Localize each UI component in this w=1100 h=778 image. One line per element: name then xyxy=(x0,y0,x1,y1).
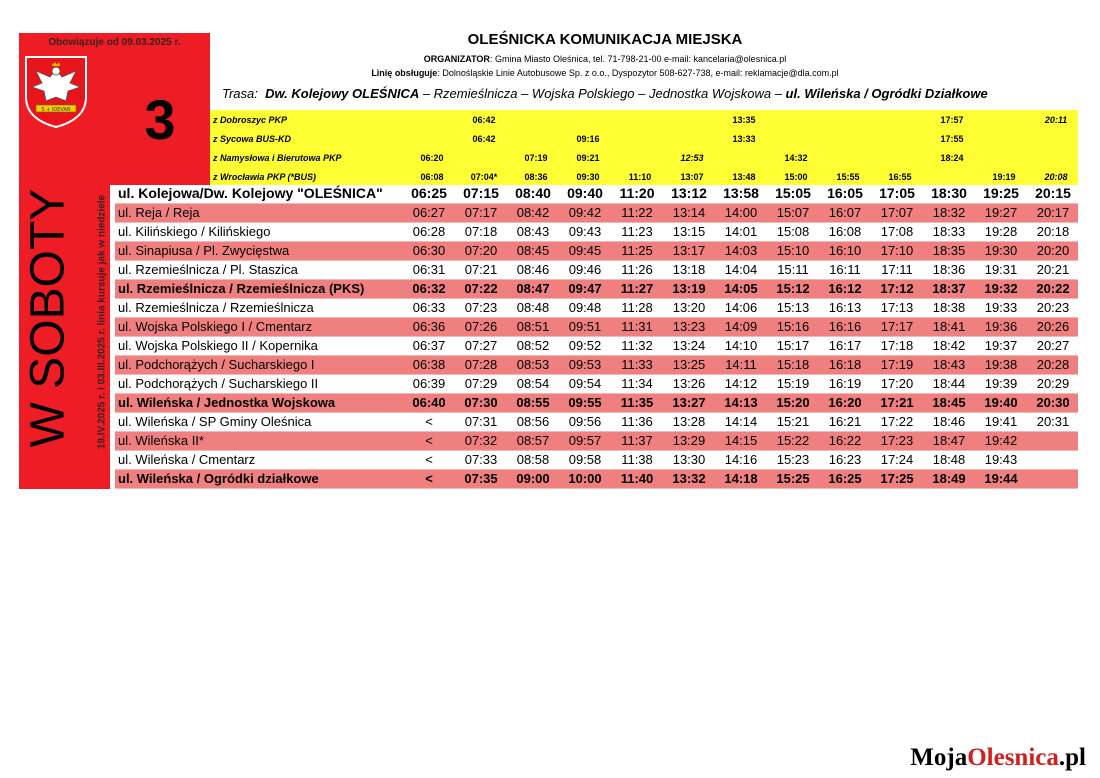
departure-time: 19:36 xyxy=(984,319,1018,334)
departure-time: 06:36 xyxy=(412,319,446,334)
departure-time: 11:27 xyxy=(620,281,654,296)
departure-time: 20:28 xyxy=(1036,357,1070,372)
departure-time: 08:56 xyxy=(516,414,550,429)
departure-time: 18:37 xyxy=(932,281,966,296)
feeder-time: 06:20 xyxy=(420,153,444,163)
stop-name: ul. Reja / Reja xyxy=(118,205,200,220)
departure-time: 14:01 xyxy=(724,224,758,239)
departure-time: 14:16 xyxy=(724,452,758,467)
departure-time: 09:55 xyxy=(568,395,602,410)
departure-time: 15:21 xyxy=(776,414,810,429)
departure-time: 07:35 xyxy=(464,471,498,486)
departure-time: 20:26 xyxy=(1036,319,1070,334)
departure-time: 07:32 xyxy=(464,433,498,448)
departure-time: 06:30 xyxy=(412,243,446,258)
departure-time: 17:21 xyxy=(880,395,914,410)
feeder-time: 13:07 xyxy=(680,172,704,182)
departure-time: 07:31 xyxy=(464,414,498,429)
stop-name: ul. Wojska Polskiego I / Cmentarz xyxy=(118,319,313,334)
departure-time: 08:58 xyxy=(516,452,550,467)
departure-time: 18:30 xyxy=(931,185,967,201)
departure-time: 18:32 xyxy=(932,205,966,220)
departure-time: 17:22 xyxy=(880,414,914,429)
departure-time: 15:25 xyxy=(776,471,810,486)
operator-line: Linię obsługuje: Dolnośląskie Linie Autobusowe Sp. z o.o., Dyspozytor 508-627-738, e-mail: reklamacje@dla.com.pl xyxy=(371,68,839,78)
departure-time: 18:42 xyxy=(932,338,966,353)
feeder-time: 17:57 xyxy=(940,115,964,125)
feeder-time: 18:24 xyxy=(940,153,964,163)
departure-time: 07:33 xyxy=(464,452,498,467)
departure-time: 11:26 xyxy=(621,262,653,277)
departure-time: 17:23 xyxy=(880,433,914,448)
departure-time: 16:12 xyxy=(828,281,862,296)
departure-time: 19:32 xyxy=(984,281,1018,296)
departure-time: 16:18 xyxy=(828,357,862,372)
stop-name: ul. Podchorążych / Sucharskiego I xyxy=(118,357,315,372)
departure-time: 20:17 xyxy=(1036,205,1070,220)
departure-time: 18:48 xyxy=(932,452,966,467)
departure-time: 13:26 xyxy=(672,376,706,391)
departure-time: 11:20 xyxy=(619,185,655,201)
feeder-time: 13:35 xyxy=(732,115,756,125)
departure-time: 20:21 xyxy=(1036,262,1070,277)
feeder-time: 14:32 xyxy=(784,153,808,163)
departure-time: 13:23 xyxy=(672,319,706,334)
departure-time: 17:07 xyxy=(880,205,914,220)
feeder-row xyxy=(210,148,1078,167)
feeder-label: z Dobroszyc PKP xyxy=(213,115,288,125)
departure-time: 06:39 xyxy=(412,376,446,391)
stop-name: ul. Rzemieślnicza / Pl. Staszica xyxy=(118,262,298,277)
feeder-time: 15:00 xyxy=(784,172,808,182)
departure-time: 11:28 xyxy=(621,300,653,315)
departure-time: 08:40 xyxy=(515,185,551,201)
departure-time: 13:15 xyxy=(672,224,706,239)
departure-time: 09:48 xyxy=(568,300,602,315)
departure-time: 19:39 xyxy=(984,376,1018,391)
departure-time: 06:33 xyxy=(412,300,446,315)
departure-time: 09:47 xyxy=(568,281,602,296)
feeder-time: 06:42 xyxy=(472,115,496,125)
departure-time: 16:08 xyxy=(828,224,862,239)
departure-time: 09:43 xyxy=(568,224,602,239)
stop-name: ul. Wileńska / Ogródki działkowe xyxy=(118,471,319,486)
feeder-time: 17:55 xyxy=(940,134,964,144)
stop-row xyxy=(115,451,1078,470)
departure-time: 07:27 xyxy=(464,338,498,353)
timetable xyxy=(115,185,1078,489)
departure-time: 07:15 xyxy=(463,185,499,201)
departure-time: 13:17 xyxy=(672,243,706,258)
departure-time: 13:32 xyxy=(672,471,706,486)
departure-time: < xyxy=(425,452,433,467)
departure-time: 06:37 xyxy=(412,338,446,353)
departure-time: 08:52 xyxy=(516,338,550,353)
departure-time: 08:53 xyxy=(516,357,550,372)
departure-time: 07:28 xyxy=(464,357,498,372)
departure-time: 14:18 xyxy=(724,471,758,486)
departure-time: 17:19 xyxy=(880,357,914,372)
feeder-time: 15:55 xyxy=(836,172,860,182)
page-title: OLEŚNICKA KOMUNIKACJA MIEJSKA xyxy=(467,31,743,48)
departure-time: 15:20 xyxy=(776,395,810,410)
stop-row xyxy=(115,394,1078,413)
stop-row xyxy=(115,470,1078,489)
departure-time: 09:57 xyxy=(568,433,602,448)
departure-time: 18:36 xyxy=(932,262,966,277)
departure-time: 13:24 xyxy=(672,338,706,353)
stop-row xyxy=(115,337,1078,356)
departure-time: 20:29 xyxy=(1036,376,1070,391)
departure-time: 14:04 xyxy=(724,262,758,277)
departure-time: 19:43 xyxy=(984,452,1018,467)
feeder-time: 07:04* xyxy=(470,172,498,182)
feeder-time: 20:08 xyxy=(1044,172,1068,182)
stop-row xyxy=(115,432,1078,451)
feeder-time: 20:11 xyxy=(1044,115,1068,125)
stop-row xyxy=(115,261,1078,280)
departure-time: 13:58 xyxy=(723,185,759,201)
feeder-time: 07:19 xyxy=(524,153,548,163)
departure-time: 16:10 xyxy=(828,243,862,258)
stop-name: ul. Wileńska / Jednostka Wojskowa xyxy=(118,395,336,410)
stop-row xyxy=(115,299,1078,318)
departure-time: 09:00 xyxy=(516,471,550,486)
stop-name: ul. Sinapiusa / Pl. Zwycięstwa xyxy=(118,243,290,258)
departure-time: 06:40 xyxy=(412,395,446,410)
feeder-row xyxy=(210,110,1078,129)
departure-time: 08:43 xyxy=(516,224,550,239)
departure-time: 07:22 xyxy=(464,281,498,296)
departure-time: 06:31 xyxy=(412,262,446,277)
departure-time: 20:18 xyxy=(1036,224,1070,239)
departure-time: 20:23 xyxy=(1036,300,1070,315)
departure-time: 09:42 xyxy=(568,205,602,220)
stop-row xyxy=(115,280,1078,299)
departure-time: 18:41 xyxy=(932,319,966,334)
feeder-time: 11:10 xyxy=(628,172,652,182)
stop-name: ul. Podchorążych / Sucharskiego II xyxy=(118,376,319,391)
stop-row xyxy=(115,356,1078,375)
departure-time: 20:31 xyxy=(1036,414,1070,429)
feeder-row xyxy=(210,167,1078,186)
departure-time: 20:20 xyxy=(1036,243,1070,258)
departure-time: < xyxy=(425,414,433,429)
departure-time: 18:45 xyxy=(932,395,966,410)
departure-time: 15:17 xyxy=(776,338,810,353)
stop-row xyxy=(115,318,1078,337)
departure-time: 16:23 xyxy=(828,452,862,467)
departure-time: 19:31 xyxy=(984,262,1018,277)
departure-time: 14:05 xyxy=(724,281,758,296)
departure-time: 17:25 xyxy=(880,471,914,486)
departure-time: 16:20 xyxy=(828,395,862,410)
departure-time: 09:51 xyxy=(568,319,602,334)
stop-name: ul. Rzemieślnicza / Rzemieślnicza (PKS) xyxy=(118,281,365,296)
departure-time: 07:26 xyxy=(464,319,498,334)
departure-time: 15:19 xyxy=(776,376,810,391)
departure-time: 14:14 xyxy=(724,414,758,429)
departure-time: 18:46 xyxy=(932,414,966,429)
feeder-row xyxy=(210,129,1078,148)
departure-time: 11:34 xyxy=(621,376,653,391)
departure-time: 17:12 xyxy=(880,281,914,296)
departure-time: 14:00 xyxy=(724,205,758,220)
departure-time: 14:15 xyxy=(724,433,758,448)
departure-time: 07:29 xyxy=(464,376,498,391)
departure-time: 15:13 xyxy=(776,300,810,315)
stop-name: ul. Kolejowa/Dw. Kolejowy "OLEŚNICA" xyxy=(118,185,383,201)
departure-time: 08:57 xyxy=(516,433,550,448)
departure-time: 17:24 xyxy=(880,452,914,467)
departure-time: 08:48 xyxy=(516,300,550,315)
departure-time: 11:35 xyxy=(620,395,654,410)
departure-time: 06:25 xyxy=(411,185,447,201)
departure-time: 09:40 xyxy=(567,185,603,201)
departure-time: 17:05 xyxy=(879,185,915,201)
departure-time: 13:29 xyxy=(672,433,706,448)
departure-time: 18:35 xyxy=(932,243,966,258)
departure-time: 15:23 xyxy=(776,452,810,467)
departure-time: 13:25 xyxy=(672,357,706,372)
departure-time: 10:00 xyxy=(568,471,602,486)
departure-time: 06:32 xyxy=(412,281,446,296)
departure-time: 06:28 xyxy=(412,224,446,239)
feeder-time: 12:53 xyxy=(680,153,704,163)
departure-time: 16:16 xyxy=(828,319,862,334)
stop-name: ul. Wojska Polskiego II / Kopernika xyxy=(118,338,318,353)
departure-time: 13:28 xyxy=(672,414,706,429)
departure-time: 19:37 xyxy=(984,338,1018,353)
departure-time: 16:19 xyxy=(828,376,862,391)
departure-time: 19:30 xyxy=(984,243,1018,258)
olesnica-crest-icon xyxy=(22,53,90,129)
departure-time: 07:21 xyxy=(464,262,498,277)
departure-time: 09:54 xyxy=(568,376,602,391)
departure-time: 20:22 xyxy=(1036,281,1070,296)
feeder-label: z Wrocławia PKP (*BUS) xyxy=(213,172,317,182)
departure-time: 09:56 xyxy=(568,414,602,429)
departure-time: 16:05 xyxy=(827,185,863,201)
departure-time: 11:22 xyxy=(621,205,653,220)
departure-time: 14:03 xyxy=(724,243,758,258)
feeder-time: 06:08 xyxy=(420,172,444,182)
watermark-logo: MojaOlesnica.pl xyxy=(910,744,1086,771)
departure-time: 08:42 xyxy=(516,205,550,220)
departure-time: 19:38 xyxy=(984,357,1018,372)
feeder-time: 09:21 xyxy=(576,153,600,163)
departure-time: 07:20 xyxy=(464,243,498,258)
stop-row xyxy=(115,375,1078,394)
departure-time: 18:47 xyxy=(932,433,966,448)
departure-time: 15:12 xyxy=(776,281,810,296)
departure-time: 18:43 xyxy=(932,357,966,372)
departure-time: 07:18 xyxy=(464,224,498,239)
departure-time: 17:08 xyxy=(880,224,914,239)
stop-row xyxy=(115,223,1078,242)
departure-time: 09:45 xyxy=(568,243,602,258)
departure-time: 19:40 xyxy=(984,395,1018,410)
feeder-time: 09:30 xyxy=(576,172,600,182)
departure-time: 16:22 xyxy=(828,433,862,448)
departure-time: 19:44 xyxy=(984,471,1018,486)
departure-time: 06:38 xyxy=(412,357,446,372)
departure-time: 20:15 xyxy=(1035,185,1071,201)
stop-row xyxy=(115,413,1078,432)
departure-time: 13:19 xyxy=(672,281,706,296)
departure-time: 16:25 xyxy=(828,471,862,486)
organizer-line: ORGANIZATOR: Gmina Miasto Oleśnica, tel. 71-798-21-00 e-mail: kancelaria@olesnica.pl xyxy=(423,54,787,64)
departure-time: 09:58 xyxy=(568,452,602,467)
departure-time: 16:11 xyxy=(829,262,861,277)
departure-time: 14:10 xyxy=(724,338,758,353)
feeder-label: z Sycowa BUS-KD xyxy=(213,134,292,144)
departure-time: 17:17 xyxy=(880,319,914,334)
departure-time: 20:27 xyxy=(1036,338,1070,353)
stop-name: ul. Wileńska / Cmentarz xyxy=(118,452,256,467)
departure-time: 18:33 xyxy=(932,224,966,239)
feeder-time: 19:19 xyxy=(992,172,1016,182)
feeder-connections xyxy=(210,110,1078,185)
departure-time: 19:41 xyxy=(984,414,1018,429)
departure-time: 08:55 xyxy=(516,395,550,410)
line-number: 3 xyxy=(144,88,176,151)
departure-time: 11:32 xyxy=(621,338,653,353)
departure-time: 18:38 xyxy=(932,300,966,315)
departure-time: 15:07 xyxy=(776,205,810,220)
departure-time: 11:36 xyxy=(621,414,653,429)
departure-time: 15:10 xyxy=(776,243,810,258)
departure-time: 17:10 xyxy=(880,243,914,258)
departure-time: 16:17 xyxy=(828,338,862,353)
departure-time: 17:13 xyxy=(880,300,914,315)
departure-time: 08:46 xyxy=(516,262,550,277)
departure-time: 17:18 xyxy=(880,338,914,353)
feeder-time: 13:48 xyxy=(732,172,756,182)
departure-time: 08:51 xyxy=(516,319,550,334)
departure-time: < xyxy=(425,433,433,448)
departure-time: 17:20 xyxy=(880,376,914,391)
stop-name: ul. Wileńska / SP Gminy Oleśnica xyxy=(118,414,312,429)
departure-time: 13:12 xyxy=(671,185,707,201)
departure-time: 14:09 xyxy=(724,319,758,334)
departure-time: 08:47 xyxy=(516,281,550,296)
departure-time: < xyxy=(425,471,433,486)
departure-time: 19:33 xyxy=(984,300,1018,315)
departure-time: 11:40 xyxy=(620,471,654,486)
departure-time: 20:30 xyxy=(1036,395,1070,410)
departure-time: 07:23 xyxy=(464,300,498,315)
departure-time: 13:18 xyxy=(672,262,706,277)
departure-time: 15:22 xyxy=(776,433,810,448)
route-line: Trasa: Dw. Kolejowy OLEŚNICA – Rzemieślnicza – Wojska Polskiego – Jednostka Wojskowa – ul. Wileńska / Ogródki Działkowe xyxy=(222,86,988,101)
stop-name: ul. Wileńska II* xyxy=(118,433,204,448)
departure-time: 19:42 xyxy=(984,433,1018,448)
feeder-time: 16:55 xyxy=(888,172,912,182)
valid-from-text: Obowiązuje od 09.03.2025 r. xyxy=(48,37,181,48)
departure-time: 15:08 xyxy=(776,224,810,239)
departure-time: 19:27 xyxy=(984,205,1018,220)
departure-time: 14:06 xyxy=(724,300,758,315)
departure-time: 11:31 xyxy=(621,319,653,334)
departure-time: 13:20 xyxy=(672,300,706,315)
departure-time: 13:30 xyxy=(672,452,706,467)
departure-time: 11:33 xyxy=(621,357,653,372)
departure-time: 17:11 xyxy=(881,262,913,277)
feeder-time: 09:16 xyxy=(576,134,600,144)
departure-time: 09:52 xyxy=(568,338,602,353)
feeder-label: z Namysłowa i Bierutowa PKP xyxy=(213,153,342,163)
stop-name: ul. Rzemieślnicza / Rzemieślnicza xyxy=(118,300,314,315)
stop-row xyxy=(115,242,1078,261)
departure-time: 15:05 xyxy=(775,185,811,201)
departure-time: 18:49 xyxy=(932,471,966,486)
departure-time: 08:54 xyxy=(516,376,550,391)
departure-time: 07:17 xyxy=(464,205,498,220)
departure-time: 16:21 xyxy=(828,414,862,429)
stop-row xyxy=(115,204,1078,223)
departure-time: 14:12 xyxy=(724,376,758,391)
departure-time: 09:46 xyxy=(568,262,602,277)
departure-time: 07:30 xyxy=(464,395,498,410)
departure-time: 19:28 xyxy=(984,224,1018,239)
departure-time: 13:27 xyxy=(672,395,706,410)
departure-time: 14:11 xyxy=(725,357,757,372)
departure-time: 15:11 xyxy=(777,262,809,277)
stop-name: ul. Kilińskiego / Kilińskiego xyxy=(118,224,271,239)
crest-ribbon-text: S + IDEVAN xyxy=(41,107,71,113)
departure-time: 09:53 xyxy=(568,357,602,372)
departure-time: 11:38 xyxy=(621,452,653,467)
departure-time: 11:23 xyxy=(621,224,653,239)
departure-time: 06:27 xyxy=(412,205,446,220)
departure-time: 18:44 xyxy=(932,376,966,391)
feeder-time: 08:36 xyxy=(524,172,548,182)
departure-time: 16:07 xyxy=(828,205,862,220)
stop-row xyxy=(115,185,1078,204)
feeder-time: 06:42 xyxy=(472,134,496,144)
feeder-time: 13:33 xyxy=(732,134,756,144)
departure-time: 14:13 xyxy=(724,395,758,410)
departure-time: 11:25 xyxy=(621,243,653,258)
departure-time: 16:13 xyxy=(828,300,862,315)
departure-time: 15:18 xyxy=(776,357,810,372)
departure-time: 15:16 xyxy=(776,319,810,334)
departure-time: 08:45 xyxy=(516,243,550,258)
departure-time: 11:37 xyxy=(621,433,653,448)
departure-time: 19:25 xyxy=(983,185,1019,201)
departure-time: 13:14 xyxy=(672,205,706,220)
